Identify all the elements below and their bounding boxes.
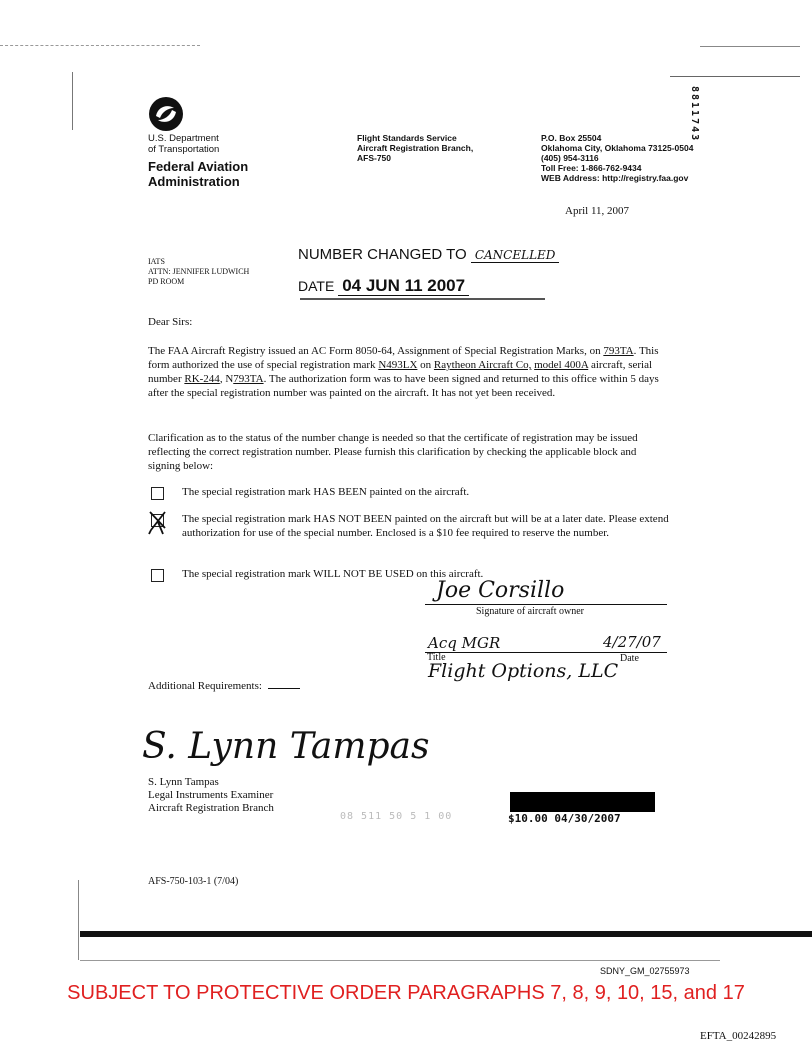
stamp-underline — [300, 298, 545, 300]
paragraph-2: Clarification as to the status of the number change is needed so that the certificate of registration may be issued reflecting the correct registration number. Please furnish this clarification by checking the applicable block and signing below: — [148, 432, 638, 472]
examiner-name: S. Lynn Tampas — [148, 776, 219, 788]
owner-signature-line — [425, 604, 667, 605]
number-changed-label: NUMBER CHANGED TO — [298, 246, 467, 263]
stamp-date-value: 04 JUN 11 2007 — [338, 276, 469, 296]
option-1-text: The special registration mark HAS BEEN painted on the aircraft. — [182, 486, 470, 498]
p1-part2: . This form authorized the use of special registration mark — [148, 345, 659, 371]
agency-line-1: U.S. Department — [148, 133, 219, 144]
bottom-left-edge — [78, 880, 79, 960]
bottom-thick-rule — [80, 931, 812, 937]
bates-number: SDNY_GM_02755973 — [600, 966, 690, 976]
top-right-rule — [670, 76, 800, 77]
address-line-2: Oklahoma City, Oklahoma 73125-0504 — [541, 143, 694, 153]
letterhead-address — [541, 133, 693, 183]
owner-title-value: Acq MGR — [428, 634, 501, 652]
option-2-check-mark-icon — [147, 508, 169, 536]
p1-part6: . The authorization form was to have been signed and returned to this office within 5 days after the special registration number was painted on the aircraft. It has not yet been received. — [148, 373, 659, 399]
service-line-2: Aircraft Registration Branch, — [357, 143, 474, 153]
p1-part1: The FAA Aircraft Registry issued an AC Form 8050-64, Assignment of Special Registration Marks, on — [148, 345, 601, 357]
admin-line-1: Federal Aviation — [148, 159, 249, 174]
owner-signature: Joe Corsillo — [436, 578, 565, 603]
owner-date-label: Date — [620, 653, 639, 664]
left-scan-line — [72, 72, 73, 130]
service-line-3: AFS-750 — [357, 153, 392, 163]
recipient-line-2: ATTN: JENNIFER LUDWICH — [148, 267, 250, 276]
p1-part3: on — [420, 359, 432, 371]
form-number: AFS-750-103-1 (7/04) — [148, 876, 239, 887]
examiner-branch: Aircraft Registration Branch — [148, 802, 274, 814]
recipient-line-3: PD ROOM — [148, 277, 185, 286]
efta-number: EFTA_00242895 — [700, 1030, 777, 1042]
protective-order: SUBJECT TO PROTECTIVE ORDER PARAGRAPHS 7, 8, 9, 10, 15, and 17 — [67, 982, 745, 1004]
p1-mark: N493LX — [378, 359, 418, 371]
additional-requirements-blank — [268, 688, 300, 689]
letterhead-agency — [148, 133, 219, 155]
dot-logo-icon — [148, 96, 184, 132]
agency-line-2: of Transportation — [148, 144, 220, 155]
owner-signature-label: Signature of aircraft owner — [476, 606, 585, 617]
option-3-text: The special registration mark WILL NOT BE USED on this aircraft. — [182, 568, 484, 580]
examiner-block — [148, 776, 274, 815]
letterhead-administration — [148, 159, 248, 189]
bottom-scan-line — [80, 960, 720, 961]
stamp-date-label: DATE — [298, 278, 335, 294]
admin-line-2: Administration — [148, 174, 240, 189]
additional-requirements — [148, 680, 300, 692]
address-line-1: P.O. Box 25504 — [541, 133, 602, 143]
corner-stamp: 8811743 — [689, 86, 700, 143]
stamp-date-row — [298, 276, 469, 296]
option-1-checkbox[interactable] — [151, 487, 164, 500]
owner-date-value: 4/27/07 — [603, 633, 661, 651]
recipient-line-1: IATS — [148, 257, 165, 266]
top-scan-line — [0, 45, 200, 46]
address-line-4: Toll Free: 1-866-762-9434 — [541, 163, 642, 173]
salutation: Dear Sirs: — [148, 316, 193, 328]
option-3-checkbox[interactable] — [151, 569, 164, 582]
top-right-scan-line — [700, 46, 800, 47]
additional-requirements-label: Additional Requirements: — [148, 680, 262, 692]
examiner-signature: S. Lynn Tampas — [142, 726, 430, 767]
owner-title-label: Title — [427, 652, 446, 663]
p1-ref2: 793TA — [233, 373, 264, 385]
p1-ref1: 793TA — [603, 345, 634, 357]
number-changed-stamp — [298, 246, 559, 263]
p1-model: model 400A — [534, 359, 589, 371]
p1-part4: aircraft, serial number — [148, 359, 653, 385]
faint-stamp: 08 511 50 5 1 00 — [340, 811, 453, 822]
p1-part5: , N — [219, 373, 234, 385]
address-line-5: WEB Address: http://registry.faa.gov — [541, 173, 689, 183]
fee-stamp: $10.00 04/30/2007 — [508, 812, 621, 825]
option-2-text: The special registration mark HAS NOT BEEN painted on the aircraft but will be at a later date. Please extend authorization for use of the special number. Enclosed is a $10 fee required to reserve the number. — [182, 513, 669, 539]
service-line-1: Flight Standards Service — [357, 133, 457, 143]
letter-date: April 11, 2007 — [565, 205, 630, 217]
owner-company: Flight Options, LLC — [428, 660, 619, 682]
paragraph-1 — [148, 344, 668, 400]
number-changed-value: CANCELLED — [471, 248, 560, 263]
p1-maker: Raytheon Aircraft Co, — [433, 359, 532, 371]
address-line-3: (405) 954-3116 — [541, 153, 599, 163]
redaction-box — [510, 792, 655, 812]
recipient-block — [148, 257, 249, 287]
examiner-title: Legal Instruments Examiner — [148, 789, 274, 801]
letterhead-service — [357, 133, 473, 163]
p1-serial: RK-244 — [184, 373, 220, 385]
